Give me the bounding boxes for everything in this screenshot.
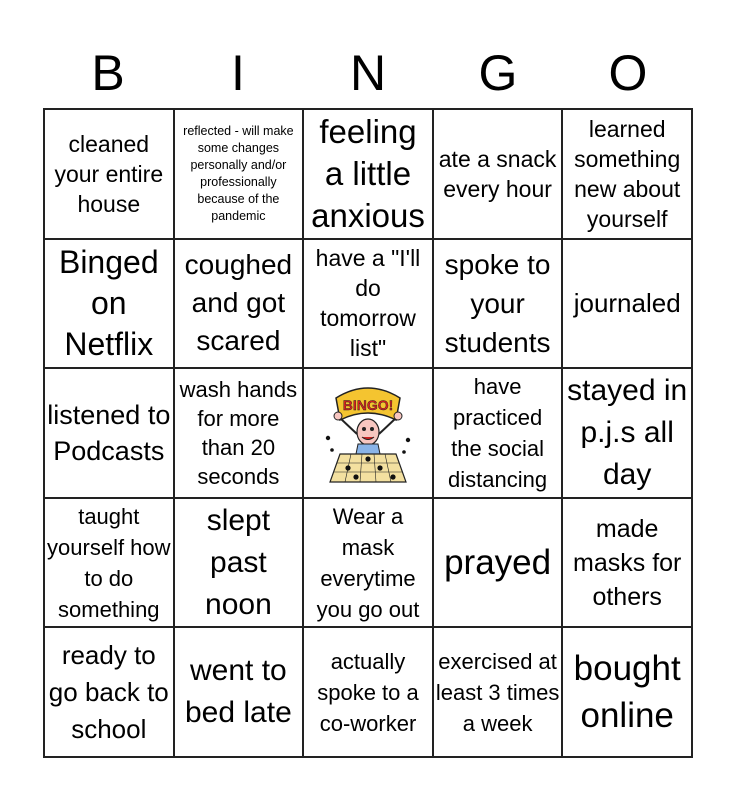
header-letter-g: G (478, 45, 518, 101)
header-letter-n: N (349, 45, 387, 101)
cell-text: cleaned your entire house (54, 130, 164, 217)
cell-text: Wear a mask everytime you go out (316, 503, 420, 622)
bingo-header (43, 40, 693, 106)
bingo-cell[interactable] (174, 498, 304, 628)
bingo-cell[interactable] (44, 239, 174, 369)
bingo-cell[interactable] (562, 109, 692, 239)
header-letter-i: I (231, 45, 245, 101)
cell-text: wash hands for more than 20 seconds (179, 376, 298, 489)
bingo-cell[interactable] (44, 368, 174, 498)
bingo-cell[interactable] (562, 627, 692, 757)
cell-text: exercised at least 3 times a week (435, 648, 560, 736)
bingo-cell[interactable] (44, 627, 174, 757)
cell-text: learned something new about yourself (574, 115, 681, 232)
cell-text: Binged on Netflix (58, 243, 159, 362)
cell-text: ate a snack every hour (438, 145, 557, 202)
bingo-cell[interactable] (174, 368, 304, 498)
bingo-cell[interactable] (303, 498, 433, 628)
cell-text: stayed in p.j.s all day (567, 374, 688, 491)
cell-text: spoke to your students (444, 248, 551, 358)
cell-text: have practiced the social distancing (448, 374, 548, 492)
cell-text: slept past noon (205, 503, 272, 621)
cell-text: listened to Podcasts (47, 399, 171, 466)
header-letter-b: B (91, 45, 125, 101)
bingo-cell[interactable] (174, 109, 304, 239)
bingo-cell[interactable] (433, 627, 563, 757)
free-space-logo-text: BINGO! (342, 396, 394, 413)
cell-text: went to bed late (185, 654, 292, 730)
bingo-cell[interactable] (562, 498, 692, 628)
bingo-cell[interactable] (433, 109, 563, 239)
free-space[interactable] (303, 368, 433, 498)
cell-text: feeling a little anxious (311, 112, 425, 234)
bingo-board (43, 108, 693, 758)
bingo-cell[interactable] (303, 239, 433, 369)
cell-text: taught yourself how to do something (47, 503, 171, 622)
header-letter-o: O (608, 45, 648, 101)
cell-text: coughed and got scared (184, 249, 293, 357)
bingo-cell[interactable] (433, 239, 563, 369)
bingo-cell[interactable] (174, 239, 304, 369)
bingo-cell[interactable] (174, 627, 304, 757)
bingo-cell[interactable] (562, 239, 692, 369)
cell-text: journaled (573, 288, 681, 319)
cell-text: reflected - will make some changes personally and/or professionally because of the pandemic (183, 123, 294, 223)
bingo-cell[interactable] (562, 368, 692, 498)
bingo-mascot-icon (318, 378, 418, 488)
bingo-cell[interactable] (303, 627, 433, 757)
cell-text: prayed (444, 542, 552, 582)
bingo-cell[interactable] (303, 109, 433, 239)
cell-text: bought online (573, 649, 681, 736)
cell-text: have a "I'll do tomorrow list" (315, 245, 421, 362)
bingo-cell[interactable] (44, 498, 174, 628)
bingo-cell[interactable] (433, 368, 563, 498)
cell-text: ready to go back to school (48, 639, 169, 744)
cell-text: made masks for others (573, 514, 682, 611)
bingo-cell[interactable] (433, 498, 563, 628)
bingo-cell[interactable] (44, 109, 174, 239)
cell-text: actually spoke to a co-worker (317, 648, 419, 736)
